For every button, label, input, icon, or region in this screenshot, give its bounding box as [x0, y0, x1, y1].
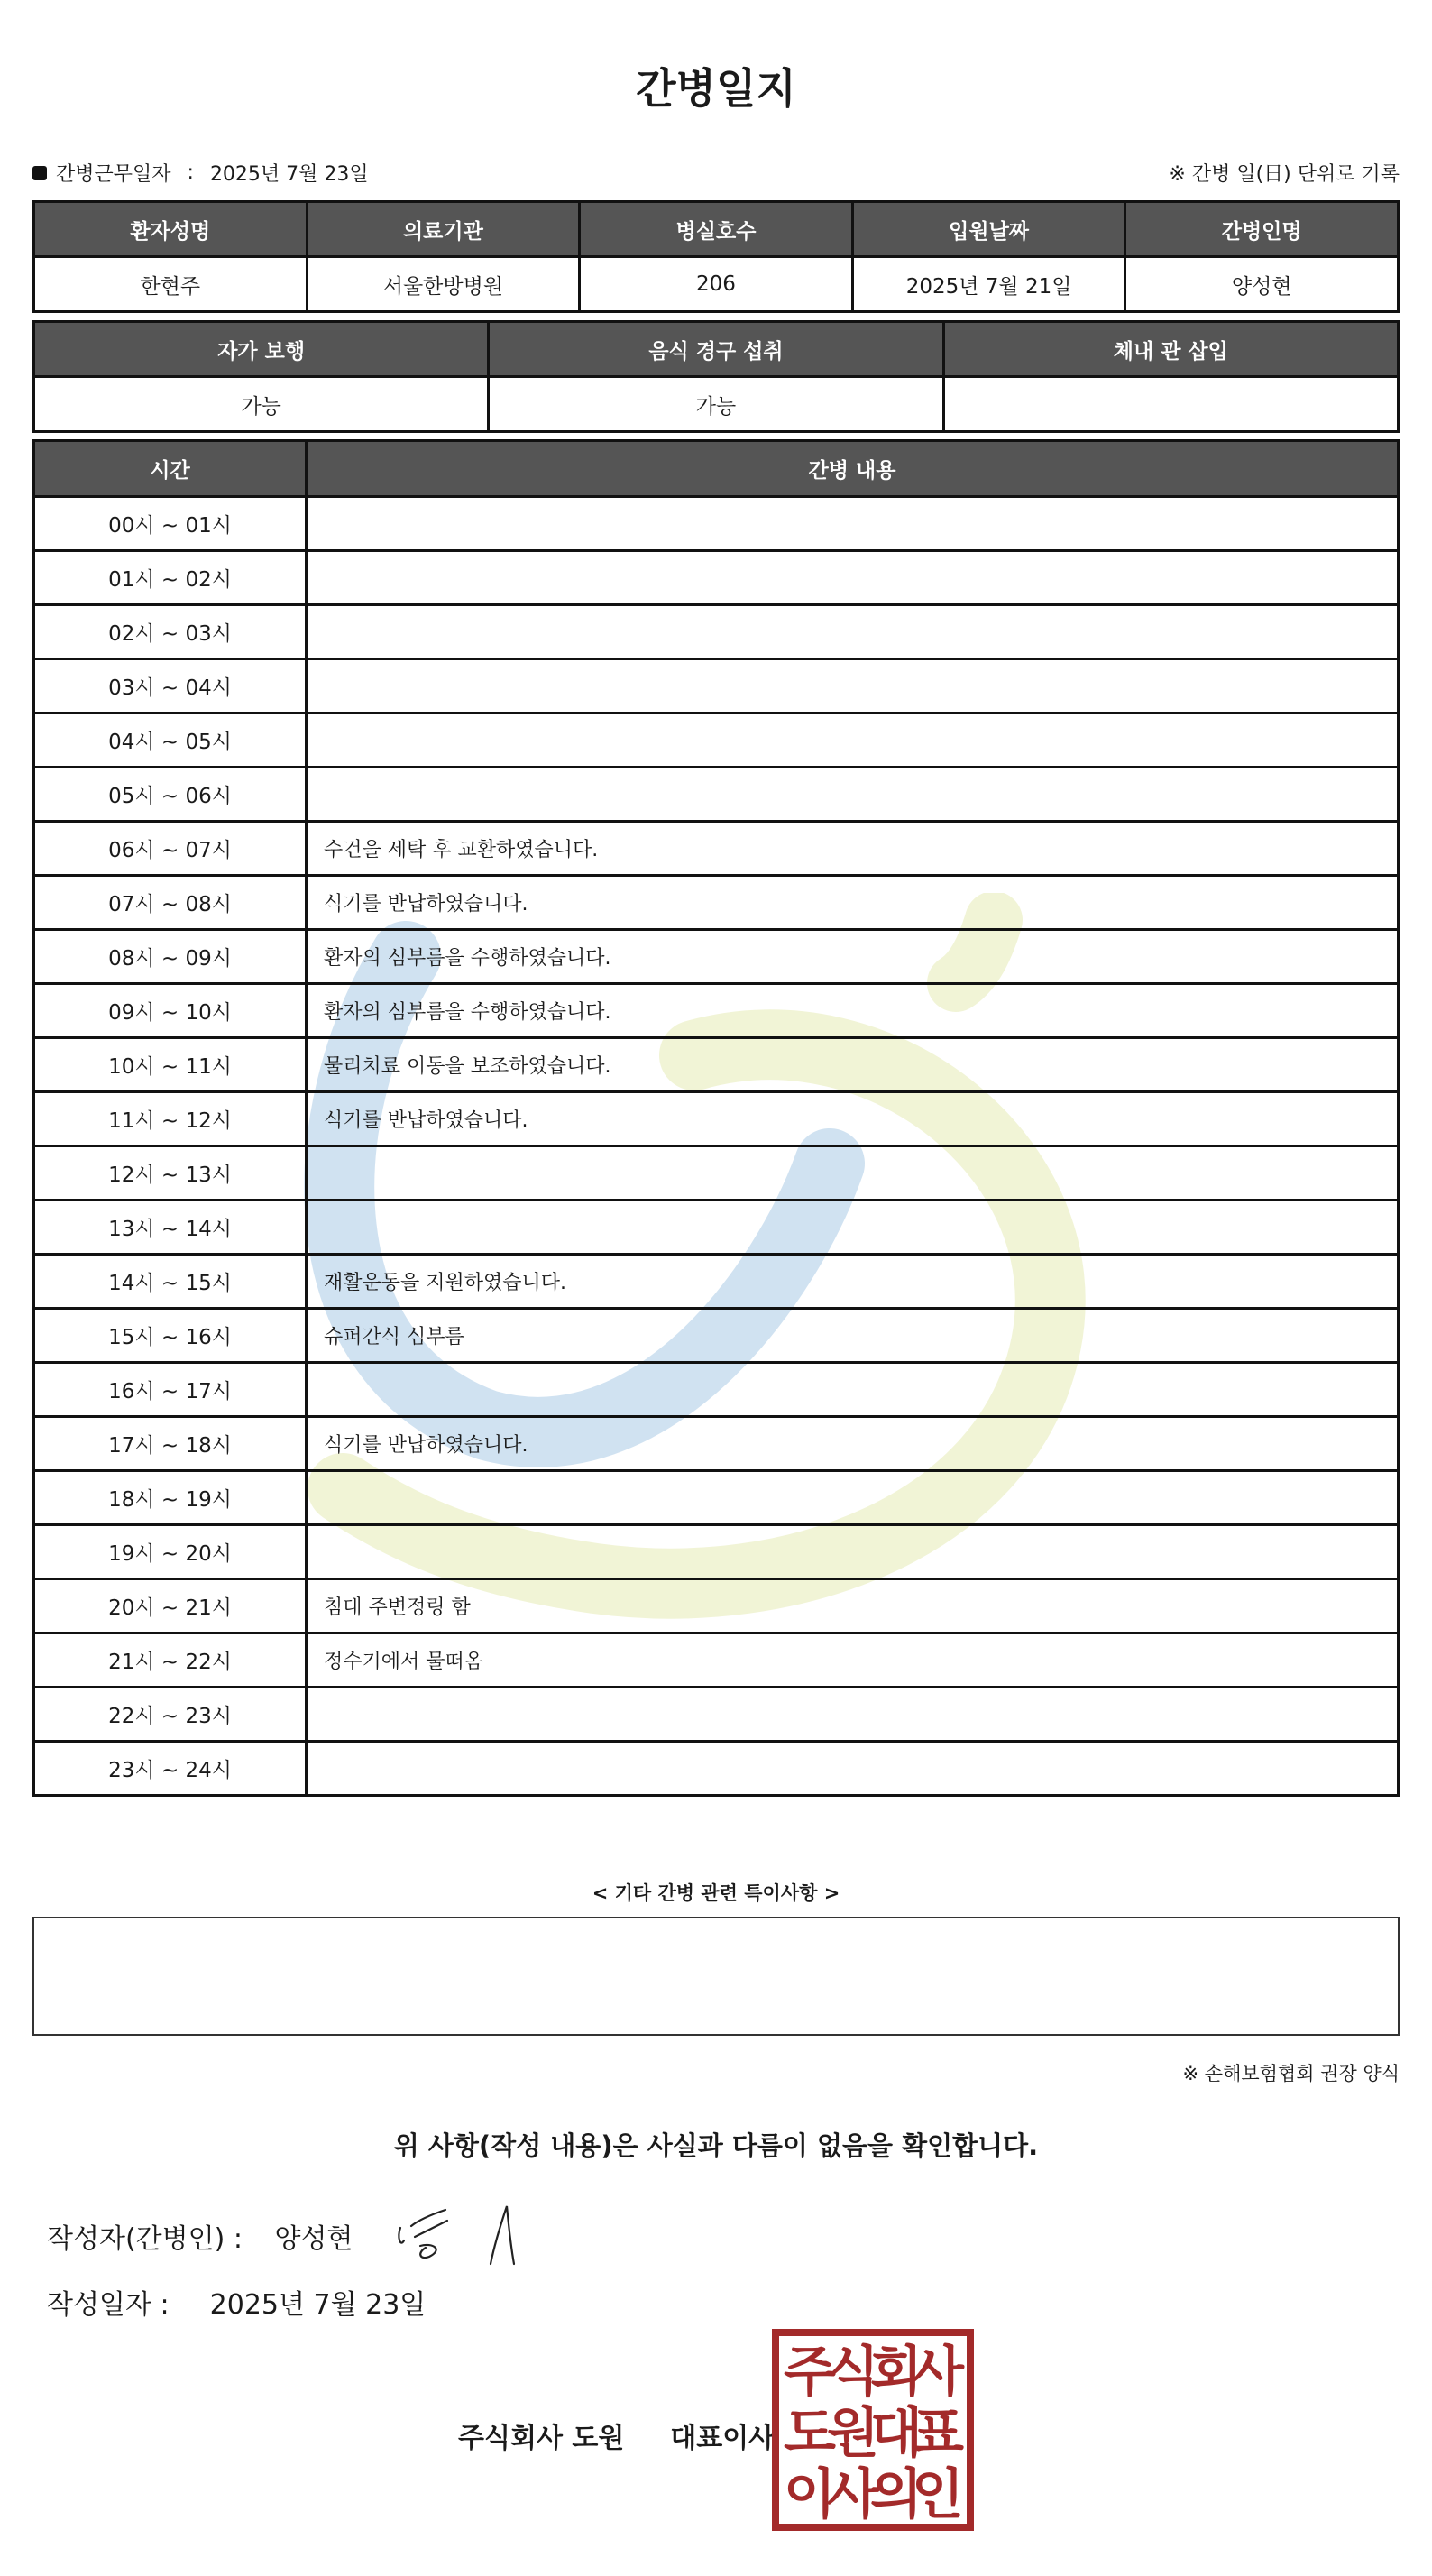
content-cell: 환자의 심부름을 수행하였습니다.: [307, 930, 1399, 984]
content-cell: 물리치료 이동을 보조하였습니다.: [307, 1038, 1399, 1092]
svg-text:사: 사: [912, 2341, 964, 2404]
content-cell: 수건을 세탁 후 교환하였습니다.: [307, 822, 1399, 876]
header-admission-date: 입원날짜: [852, 202, 1125, 257]
svg-text:대: 대: [870, 2402, 923, 2465]
time-cell: 15시 ~ 16시: [34, 1309, 307, 1363]
time-cell: 01시 ~ 02시: [34, 551, 307, 605]
table-row: [34, 930, 1399, 984]
patient-name: 한현주: [34, 257, 308, 312]
content-cell: [307, 1742, 1399, 1796]
writer-name: 양성현: [274, 2223, 353, 2255]
table-row: [34, 1038, 1399, 1092]
table-row: [34, 984, 1399, 1038]
header-room-number: 병실호수: [580, 202, 853, 257]
writer-label: 작성자(간병인) :: [47, 2223, 243, 2255]
table-row: [34, 497, 1399, 551]
svg-text:원: 원: [827, 2402, 879, 2465]
confirmation-statement: 위 사항(작성 내용)은 사실과 다름이 없음을 확인합니다.: [393, 2130, 1039, 2161]
table-row: [34, 822, 1399, 876]
table-row: [34, 1363, 1399, 1417]
unit-note: ※ 간병 일(日) 단위로 기록: [1169, 163, 1400, 186]
table-row: [34, 659, 1399, 713]
time-cell: 23시 ~ 24시: [34, 1742, 307, 1796]
svg-text:의: 의: [870, 2463, 923, 2526]
content-cell: [307, 1525, 1399, 1579]
work-date-row: [32, 159, 369, 187]
representative-title: 대표이사: [670, 2423, 776, 2454]
table-row: [34, 1201, 1399, 1255]
form-source-note: ※ 손해보험협회 권장 양식: [1182, 2063, 1400, 2084]
tube-insertion-value: [943, 377, 1398, 432]
notes-box: [32, 1917, 1400, 2036]
time-cell: 18시 ~ 19시: [34, 1471, 307, 1525]
time-cell: 16시 ~ 17시: [34, 1363, 307, 1417]
table-row: [34, 551, 1399, 605]
room-number: 206: [580, 257, 853, 312]
header-oral-intake: 음식 경구 섭취: [489, 322, 943, 377]
table-row: [34, 605, 1399, 659]
work-date-value: 2025년 7월 23일: [209, 163, 369, 186]
header-patient-name: 환자성명: [34, 202, 308, 257]
table-row: [34, 1742, 1399, 1796]
content-cell: [307, 605, 1399, 659]
table-row: [34, 1417, 1399, 1471]
content-cell: 슈퍼간식 심부름: [307, 1309, 1399, 1363]
svg-text:표: 표: [912, 2402, 964, 2465]
admission-date: 2025년 7월 21일: [852, 257, 1125, 312]
care-log-table: [32, 439, 1400, 1797]
signature: [393, 2201, 546, 2269]
table-row: [34, 876, 1399, 930]
company-name: 주식회사 도원: [458, 2423, 625, 2454]
time-cell: 13시 ~ 14시: [34, 1201, 307, 1255]
content-cell: [307, 1471, 1399, 1525]
svg-text:이: 이: [784, 2463, 836, 2526]
content-cell: [307, 1363, 1399, 1417]
header-time: 시간: [34, 441, 307, 497]
work-date-separator: :: [187, 161, 194, 184]
content-cell: [307, 1201, 1399, 1255]
caregiver-name: 양성현: [1125, 257, 1399, 312]
notes-title: < 기타 간병 관련 특이사항 >: [592, 1882, 840, 1904]
table-row: [34, 713, 1399, 768]
time-cell: 06시 ~ 07시: [34, 822, 307, 876]
header-medical-institution: 의료기관: [307, 202, 580, 257]
content-cell: [307, 713, 1399, 768]
header-tube-insertion: 체내 관 삽입: [943, 322, 1398, 377]
content-cell: 정수기에서 물떠옴: [307, 1633, 1399, 1688]
content-cell: [307, 497, 1399, 551]
time-cell: 22시 ~ 23시: [34, 1688, 307, 1742]
svg-text:주: 주: [784, 2341, 836, 2404]
patient-ability-table: [32, 320, 1400, 433]
writer-row: [47, 2216, 376, 2256]
company-seal-stamp: [772, 2329, 974, 2531]
table-row: [34, 1092, 1399, 1146]
oral-intake-value: 가능: [489, 377, 943, 432]
content-cell: 식기를 반납하였습니다.: [307, 1417, 1399, 1471]
table-row: [34, 1146, 1399, 1201]
time-cell: 19시 ~ 20시: [34, 1525, 307, 1579]
time-cell: 02시 ~ 03시: [34, 605, 307, 659]
patient-info-table: [32, 200, 1400, 313]
svg-text:사: 사: [827, 2463, 879, 2526]
time-cell: 08시 ~ 09시: [34, 930, 307, 984]
company-signature-line: [458, 2415, 775, 2455]
table-row: [34, 1688, 1399, 1742]
table-row: [34, 768, 1399, 822]
content-cell: [307, 1146, 1399, 1201]
svg-text:도: 도: [784, 2402, 836, 2465]
svg-text:식: 식: [827, 2341, 879, 2404]
table-row: [34, 1525, 1399, 1579]
table-row: [34, 1471, 1399, 1525]
time-cell: 12시 ~ 13시: [34, 1146, 307, 1201]
content-cell: [307, 1688, 1399, 1742]
time-cell: 14시 ~ 15시: [34, 1255, 307, 1309]
table-row: [34, 1579, 1399, 1633]
time-cell: 09시 ~ 10시: [34, 984, 307, 1038]
time-cell: 21시 ~ 22시: [34, 1633, 307, 1688]
time-cell: 11시 ~ 12시: [34, 1092, 307, 1146]
content-cell: 재활운동을 지원하였습니다.: [307, 1255, 1399, 1309]
content-cell: [307, 768, 1399, 822]
written-date-row: [47, 2282, 426, 2322]
time-cell: 20시 ~ 21시: [34, 1579, 307, 1633]
written-date-value: 2025년 7월 23일: [209, 2289, 427, 2321]
table-row: [34, 1309, 1399, 1363]
bullet-icon: [32, 166, 47, 180]
work-date-label: 간병근무일자: [56, 163, 171, 186]
content-cell: 식기를 반납하였습니다.: [307, 1092, 1399, 1146]
header-self-walking: 자가 보행: [34, 322, 489, 377]
written-date-label: 작성일자 :: [47, 2289, 170, 2321]
svg-text:회: 회: [870, 2341, 923, 2404]
table-row: [34, 1633, 1399, 1688]
time-cell: 00시 ~ 01시: [34, 497, 307, 551]
content-cell: [307, 551, 1399, 605]
header-caregiver-name: 간병인명: [1125, 202, 1399, 257]
content-cell: 식기를 반납하였습니다.: [307, 876, 1399, 930]
document-title: 간병일지: [636, 64, 796, 113]
table-row: [34, 1255, 1399, 1309]
time-cell: 07시 ~ 08시: [34, 876, 307, 930]
svg-text:인: 인: [912, 2463, 964, 2526]
time-cell: 03시 ~ 04시: [34, 659, 307, 713]
time-cell: 04시 ~ 05시: [34, 713, 307, 768]
medical-institution: 서울한방병원: [307, 257, 580, 312]
self-walking-value: 가능: [34, 377, 489, 432]
time-cell: 10시 ~ 11시: [34, 1038, 307, 1092]
header-care-content: 간병 내용: [307, 441, 1399, 497]
content-cell: 환자의 심부름을 수행하였습니다.: [307, 984, 1399, 1038]
content-cell: [307, 659, 1399, 713]
time-cell: 05시 ~ 06시: [34, 768, 307, 822]
time-cell: 17시 ~ 18시: [34, 1417, 307, 1471]
content-cell: 침대 주변정링 함: [307, 1579, 1399, 1633]
